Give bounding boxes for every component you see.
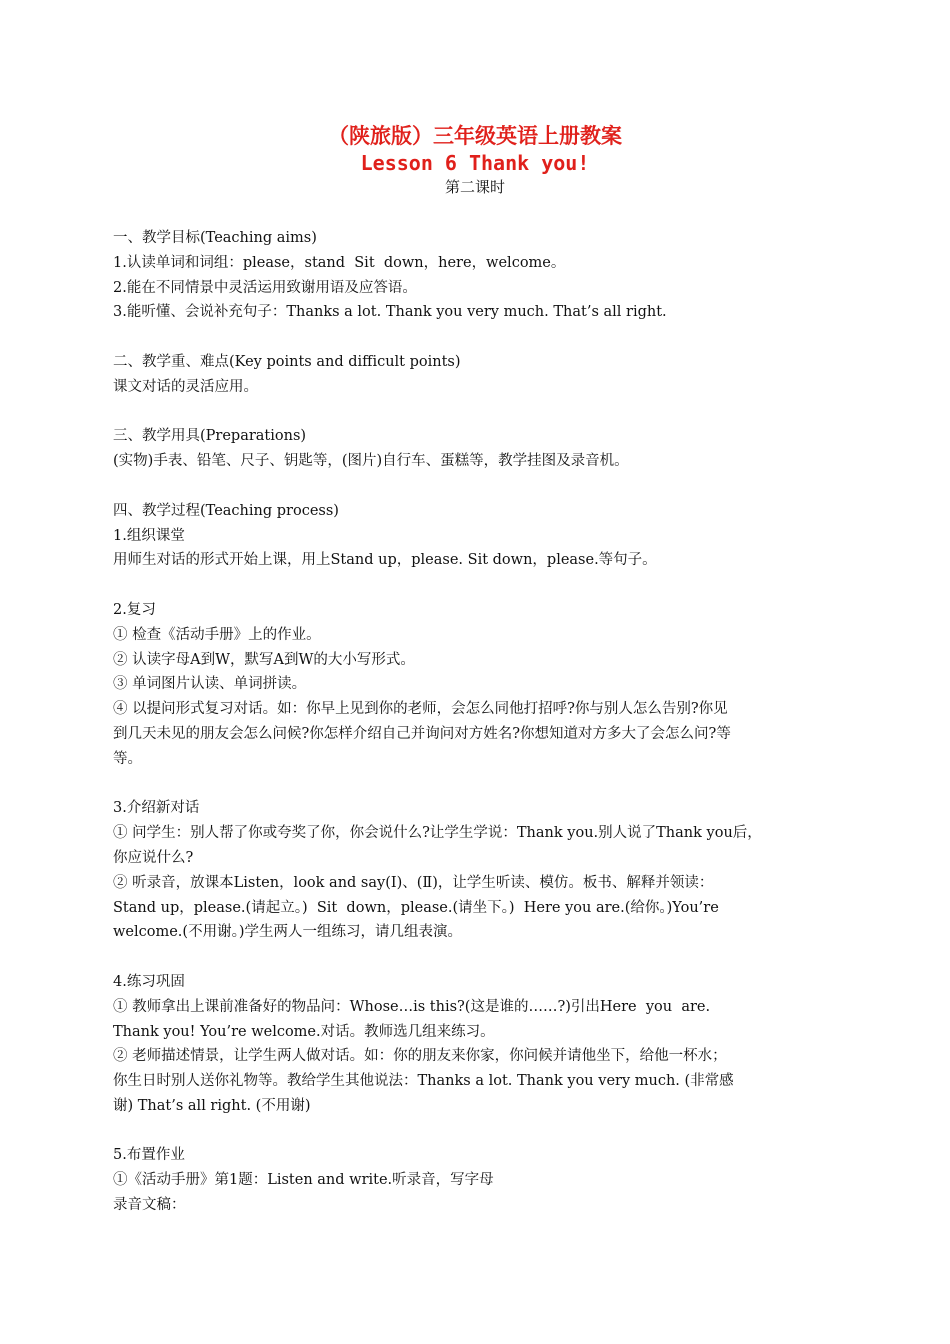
- blank-line: [113, 325, 840, 350]
- text-line: 3.介绍新对话: [113, 800, 200, 817]
- text-line: 课文对话的灵活应用。: [113, 378, 258, 395]
- document-body: [113, 226, 840, 1218]
- text-line: (实物)手表、铅笔、尺子、钥匙等，(图片)自行车、蛋糕等，教学挂图及录音机。: [113, 453, 629, 470]
- blank-line: [113, 400, 840, 425]
- text-line: ② 老师描述情景，让学生两人做对话。如：你的朋友来你家，你问候并请他坐下，给他一杯水；: [113, 1048, 727, 1065]
- text-line: 你生日时别人送你礼物等。教给学生其他说法：Thanks a lot. Thank you very much. (非常感: [113, 1073, 734, 1090]
- text-line: 等。: [113, 750, 142, 767]
- text-line: ② 听录音，放课本Listen，look and say(I)、(Ⅱ)，让学生听读、模仿。板书、解释并领读：: [113, 874, 714, 891]
- text-line: 三、教学用具(Preparations): [113, 428, 307, 445]
- text-line: ④ 以提问形式复习对话。如：你早上见到你的老师，会怎么同他打招呼?你与别人怎么告别?你见: [113, 701, 728, 718]
- blank-line: [113, 772, 840, 797]
- text-line: 2.能在不同情景中灵活运用致谢用语及应答语。: [113, 279, 417, 296]
- text-line: 谢) That’s all right. (不用谢): [113, 1097, 311, 1114]
- text-line: welcome.(不用谢。)学生两人一组练习，请几组表演。: [113, 924, 462, 941]
- text-line: 二、教学重、难点(Key points and difficult points): [113, 353, 461, 370]
- blank-line: [113, 945, 840, 970]
- text-line: 2.复习: [113, 601, 156, 618]
- lesson-period: 第二课时: [444, 178, 505, 196]
- lesson-title: Lesson 6 Thank you!: [360, 151, 590, 175]
- text-line: 四、教学过程(Teaching process): [113, 502, 339, 519]
- text-line: 3.能听懂、会说补充句子：Thanks a lot. Thank you very much. That’s all right.: [113, 304, 667, 321]
- text-line: ② 认读字母A到W，默写A到W的大小写形式。: [113, 651, 415, 668]
- text-line: Stand up，please.(请起立。) Sit down，please.(请坐下。) Here you are.(给你。)You’re: [113, 899, 719, 916]
- document-title: （陕旅版）三年级英语上册教案: [328, 123, 622, 148]
- blank-line: [113, 1119, 840, 1144]
- text-line: 1.组织课堂: [113, 527, 185, 544]
- text-line: 1.认读单词和词组：please，stand Sit down，here，welcome。: [113, 254, 566, 271]
- blank-line: [113, 474, 840, 499]
- text-line: ③ 单词图片认读、单词拼读。: [113, 676, 307, 693]
- text-line: 录音文稿：: [113, 1197, 186, 1214]
- text-line: ① 检查《活动手册》上的作业。: [113, 626, 321, 643]
- text-line: ① 教师拿出上课前准备好的物品问：Whose…is this?(这是谁的……?)引出Here you are.: [113, 998, 711, 1015]
- text-line: 5.布置作业: [113, 1147, 185, 1164]
- text-line: 用师生对话的形式开始上课，用上Stand up，please. Sit down，please.等句子。: [113, 552, 657, 569]
- text-line: ① 问学生：别人帮了你或夸奖了你，你会说什么?让学生学说：Thank you.别人说了Thank you后，: [113, 825, 762, 842]
- text-line: ①《活动手册》第1题：Listen and write.听录音，写字母: [113, 1172, 494, 1189]
- text-line: Thank you! You’re welcome.对话。教师选几组来练习。: [113, 1023, 495, 1040]
- text-line: 到几天未见的朋友会怎么问候?你怎样介绍自己并询问对方姓名?你想知道对方多大了会怎么问?等: [113, 725, 731, 742]
- text-line: 4.练习巩固: [113, 973, 185, 990]
- blank-line: [113, 573, 840, 598]
- text-line: 你应说什么?: [113, 849, 194, 866]
- text-line: 一、教学目标(Teaching aims): [113, 230, 317, 246]
